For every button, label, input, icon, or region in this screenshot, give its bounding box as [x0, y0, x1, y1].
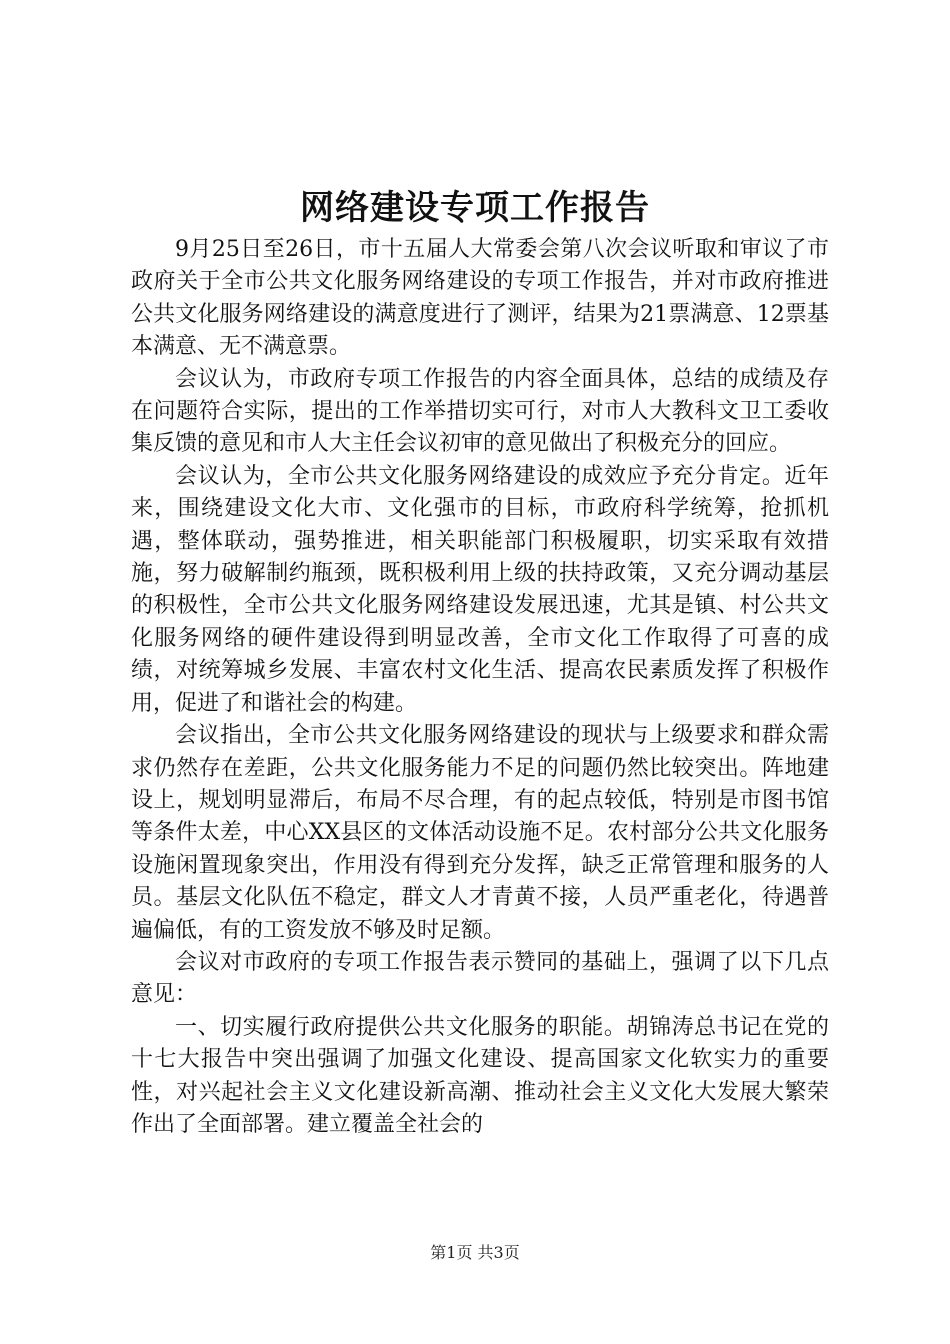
- page-number-footer: 第1页 共3页: [430, 1243, 520, 1262]
- paragraph-4: 会议指出，全市公共文化服务网络建设的现状与上级要求和群众需求仍然存在差距，公共文化服务能力不足的问题仍然比较突出。阵地建设上，规划明显滞后，布局不尽合理，有的起点较低，特别是市图书馆等条件太差，中心XX县区的文体活动设施不足。农村部分公共文化服务设施闲置现象突出，作用没有得到充分发挥，缺乏正常管理和服务的人员。基层文化队伍不稳定，群文人才青黄不接，人员严重老化，待遇普遍偏低，有的工资发放不够及时足额。: [131, 723, 829, 943]
- paragraph-1: 9月25日至26日，市十五届人大常委会第八次会议听取和审议了市政府关于全市公共文化服务网络建设的专项工作报告，并对市政府推进公共文化服务网络建设的满意度进行了测评，结果为21票满意、12票基本满意、无不满意票。: [131, 237, 829, 360]
- paragraph-3: 会议认为，全市公共文化服务网络建设的成效应予充分肯定。近年来，围绕建设文化大市、文化强市的目标，市政府科学统筹，抢抓机遇，整体联动，强势推进，相关职能部门积极履职，切实采取有效措施，努力破解制约瓶颈，既积极利用上级的扶持政策，又充分调动基层的积极性，全市公共文化服务网络建设发展迅速，尤其是镇、村公共文化服务网络的硬件建设得到明显改善，全市文化工作取得了可喜的成绩，对统筹城乡发展、丰富农村文化生活、提高农民素质发挥了积极作用，促进了和谐社会的构建。: [131, 463, 829, 716]
- paragraph-6: 一、切实履行政府提供公共文化服务的职能。胡锦涛总书记在党的十七大报告中突出强调了加强文化建设、提高国家文化软实力的重要性，对兴起社会主义文化建设新高潮、推动社会主义文化大发展大繁荣作出了全面部署。建立覆盖全社会的: [131, 1014, 829, 1137]
- paragraph-5: 会议对市政府的专项工作报告表示赞同的基础上，强调了以下几点意见：: [131, 949, 829, 1008]
- paragraph-2: 会议认为，市政府专项工作报告的内容全面具体，总结的成绩及存在问题符合实际，提出的工作举措切实可行，对市人大教科文卫工委收集反馈的意见和市人大主任会议初审的意见做出了积极充分的回应。: [131, 366, 829, 457]
- document-body: [131, 234, 829, 1141]
- page-title: 网络建设专项工作报告: [300, 188, 650, 228]
